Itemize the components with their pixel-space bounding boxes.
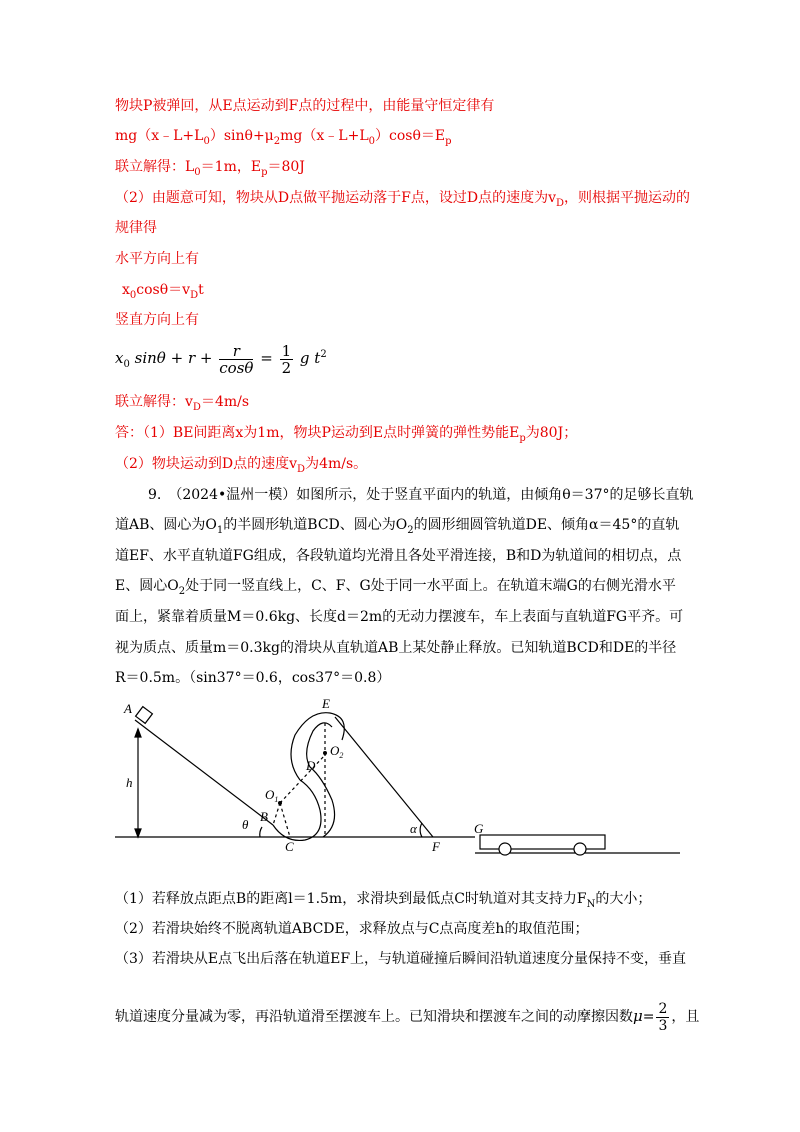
question-1: （1）若释放点距点B的距离l＝1.5m，求滑块到最低点C时轨道对其支持力$F_N$的大小； — [115, 891, 652, 910]
solution-line-energy: 物块P被弹回，从E点运动到F点的过程中，由能量守恒定律有 — [115, 98, 495, 114]
solution-line-result-1: 联立解得：$L_0=1m$，$E_p=80J$ — [115, 159, 305, 178]
question-3-continued: 轨道速度分量减为零，再沿轨道滑至摆渡车上。已知滑块和摆渡车之间的动摩擦因数μ= $\frac{2}{3}$ ，且 — [115, 1000, 700, 1034]
center-O1 — [278, 801, 282, 805]
alpha-arc — [420, 823, 422, 837]
solution-line-result-2: 联立解得：$v_D=4m/s$ — [115, 394, 250, 413]
radius-dashed-B — [273, 803, 280, 825]
question-2: （2）若滑块始终不脱离轨道ABCDE，求释放点与C点高度差h的取值范围； — [115, 921, 589, 937]
track-diagram — [110, 695, 690, 865]
solution-line-part2: （2）由题意可知，物块从D点做平抛运动落于F点，设过D点的速度为$v_D$，则根据平抛运动的 — [115, 190, 691, 209]
ground-line — [115, 837, 680, 857]
label-theta: θ — [242, 817, 249, 832]
answer-line-1: 答：（1）BE间距离x为1m，物块P运动到E点时弹簧的弹性势能$E_p$为80J； — [115, 425, 578, 444]
label-h: h — [126, 775, 133, 790]
problem9-line-1: 9. （2024•温州一模）如图所示，处于竖直平面内的轨道，由倾角θ＝37°的足够长直轨 — [148, 487, 694, 503]
question-3: （3）若滑块从E点飞出后落在轨道EF上，与轨道碰撞后瞬间沿轨道速度分量保持不变，垂直 — [115, 951, 687, 967]
solution-line-horizontal-equation: $x_0\cos\theta=v_Dt$ — [122, 282, 204, 301]
answer-line-2: （2）物块运动到D点的速度$v_D$为4m/s。 — [115, 456, 368, 475]
problem9-line-7: R＝0.5m。（sin37°＝0.6，cos37°＝0.8） — [115, 670, 391, 686]
radius-dashed-D — [280, 755, 325, 803]
arc-BCD — [273, 780, 321, 840]
incline-AB — [135, 720, 273, 825]
label-C: C — [285, 839, 294, 854]
block-A — [136, 707, 153, 724]
label-A: A — [124, 701, 132, 716]
solution-line-horizontal: 水平方向上有 — [115, 251, 199, 267]
problem9-line-3: 道EF、水平直轨道FG组成，各段轨道均光滑且各处平滑连接，B和D为轨道间的相切点，点 — [115, 548, 682, 564]
center-O2 — [323, 751, 327, 755]
theta-arc — [260, 827, 262, 837]
problem9-line-5: 面上，紧靠着质量M＝0.6kg、长度d＝2m的无动力摆渡车，车上表面与直轨道FG平齐。可 — [115, 609, 684, 625]
label-E: E — [322, 696, 330, 711]
incline-EF — [335, 717, 433, 837]
cart-wheel-right — [574, 843, 586, 855]
label-O1: $O_1$ — [265, 787, 279, 804]
problem9-line-2: 道AB、圆心为$O_1$的半圆形轨道BCD、圆心为$O_2$的圆形细圆管轨道DE、倾角α＝45°的直轨 — [115, 517, 680, 536]
fraction-two-thirds: $\frac{2}{3}$ — [658, 1000, 668, 1034]
solution-line-rule: 规律得 — [115, 220, 157, 236]
label-alpha: α — [410, 821, 417, 836]
vertical-equation: $x_0$ sinθ + r + $\frac{r}{\cos\theta}$ = $\frac{1}{2}$ g $t^2$ — [115, 341, 327, 377]
fraction-one-half: $\frac{1}{2}$ — [281, 341, 292, 377]
problem9-line-6: 视为质点、质量m＝0.3kg的滑块从直轨道AB上某处静止释放。已知轨道BCD和DE的半径 — [115, 640, 677, 656]
problem9-line-4: E、圆心$O_2$处于同一竖直线上，C、F、G处于同一水平面上。在轨道末端G的右侧光滑水平 — [115, 578, 676, 597]
label-G: G — [474, 821, 484, 836]
radius-dashed-C — [280, 803, 290, 837]
label-D: D — [306, 758, 316, 773]
label-F: F — [432, 839, 440, 854]
label-O2: $O_2$ — [330, 743, 344, 760]
solution-line-vertical: 竖直方向上有 — [115, 312, 199, 328]
solution-line-energy-equation: $mg(x﹣L+L_0)\sin\theta+\mu_2mg(x﹣L+L_0)\cos\theta=E_p$ — [115, 128, 452, 147]
fraction-r-over-cos: $\frac{r}{\cos\theta}$ — [219, 341, 254, 377]
cart-wheel-left — [499, 843, 511, 855]
label-B: B — [260, 809, 268, 824]
